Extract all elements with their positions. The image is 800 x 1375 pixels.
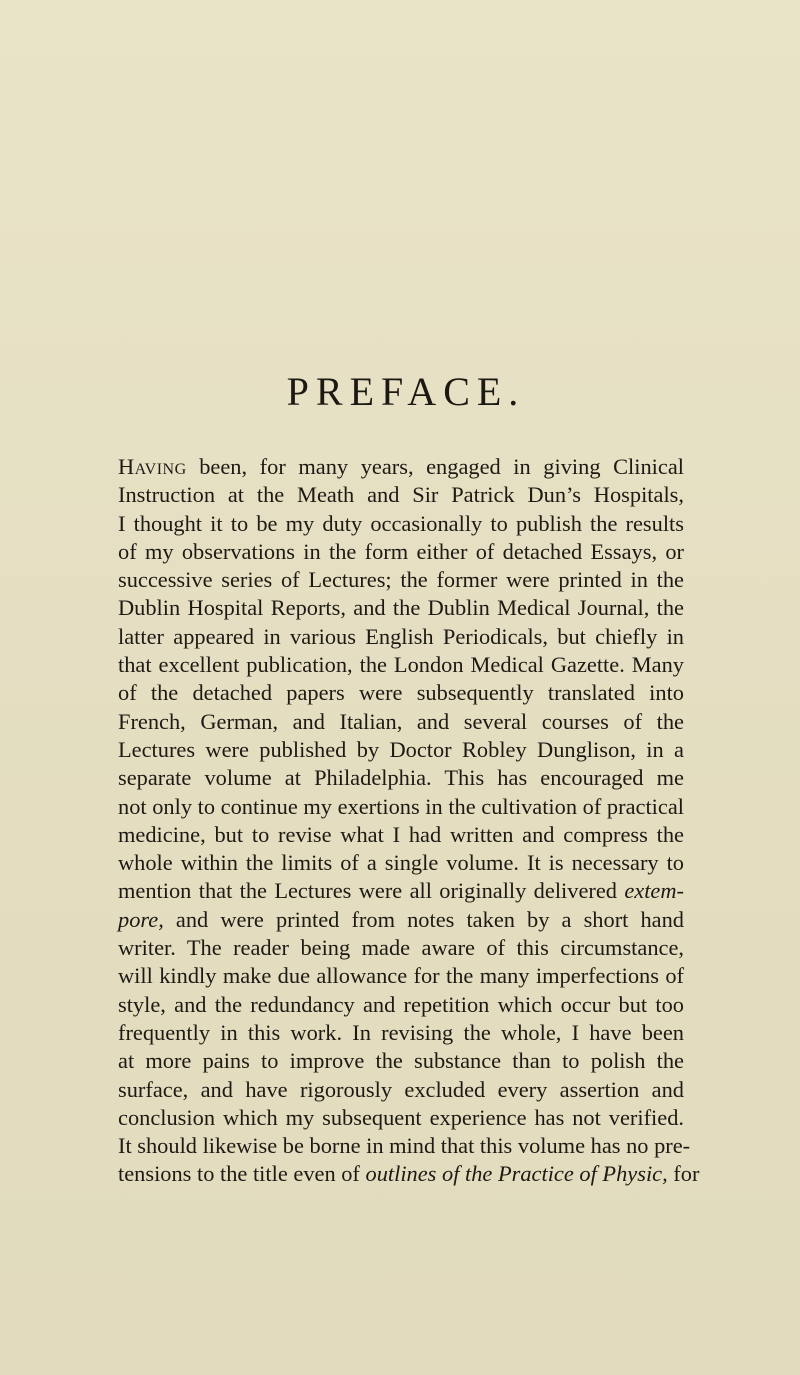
line-text: tensions to the title even of bbox=[118, 1161, 366, 1187]
text-line: Instruction at the Meath and Sir Patrick Dun’s Hospitals, bbox=[118, 482, 684, 508]
line-text: for bbox=[667, 1161, 700, 1187]
italic-text: extem- bbox=[624, 878, 684, 904]
text-line bbox=[118, 1160, 700, 1188]
text-line: latter appeared in various English Periodicals, but chiefly in bbox=[118, 623, 684, 649]
text-line: I thought it to be my duty occasionally to publish the results bbox=[118, 510, 684, 536]
text-line bbox=[118, 906, 684, 934]
page-title: PREFACE. bbox=[286, 369, 526, 414]
italic-text: pore, bbox=[118, 906, 164, 932]
text-line: surface, and have rigorously excluded every assertion and bbox=[118, 1076, 684, 1102]
text-line: writer. The reader being made aware of this circumstance, bbox=[118, 935, 684, 961]
text-line: will kindly make due allowance for the many imperfections of bbox=[118, 963, 684, 989]
text-line: of the detached papers were subsequently translated into bbox=[118, 680, 684, 706]
text-line: frequently in this work. In revising the whole, I have been bbox=[118, 1019, 684, 1045]
text-line: that excellent publication, the London Medical Gazette. Many bbox=[118, 652, 684, 678]
lead-word: Having bbox=[118, 454, 187, 479]
text-line bbox=[118, 877, 684, 905]
text-line: of my observations in the form either of detached Essays, or bbox=[118, 538, 684, 564]
line-text: mention that the Lectures were all originally delivered bbox=[118, 878, 625, 904]
line-text: been, for many years, engaged in giving Clinical bbox=[186, 454, 684, 479]
text-line: at more pains to improve the substance than to polish the bbox=[118, 1048, 684, 1074]
text-line: style, and the redundancy and repetition which occur but too bbox=[118, 991, 684, 1017]
preface-body bbox=[118, 453, 700, 1189]
text-line: separate volume at Philadelphia. This has encouraged me bbox=[118, 765, 684, 791]
text-line: successive series of Lectures; the former were printed in the bbox=[118, 567, 684, 593]
text-line: whole within the limits of a single volume. It is necessary to bbox=[118, 850, 684, 876]
text-line bbox=[118, 453, 684, 481]
text-line: Lectures were published by Doctor Robley Dunglison, in a bbox=[118, 736, 684, 762]
text-line: not only to continue my exertions in the cultivation of practical bbox=[118, 793, 684, 819]
text-line: Dublin Hospital Reports, and the Dublin Medical Journal, the bbox=[118, 595, 684, 621]
text-line: French, German, and Italian, and several courses of the bbox=[118, 708, 684, 734]
line-text: and were printed from notes taken by a short hand bbox=[163, 906, 684, 932]
italic-text: outlines of the Practice of Physic, bbox=[365, 1161, 668, 1187]
text-line: conclusion which my subsequent experience has not verified. bbox=[118, 1104, 684, 1130]
text-line: It should likewise be borne in mind that this volume has no pre- bbox=[118, 1133, 691, 1159]
text-line: medicine, but to revise what I had written and compress the bbox=[118, 821, 684, 847]
